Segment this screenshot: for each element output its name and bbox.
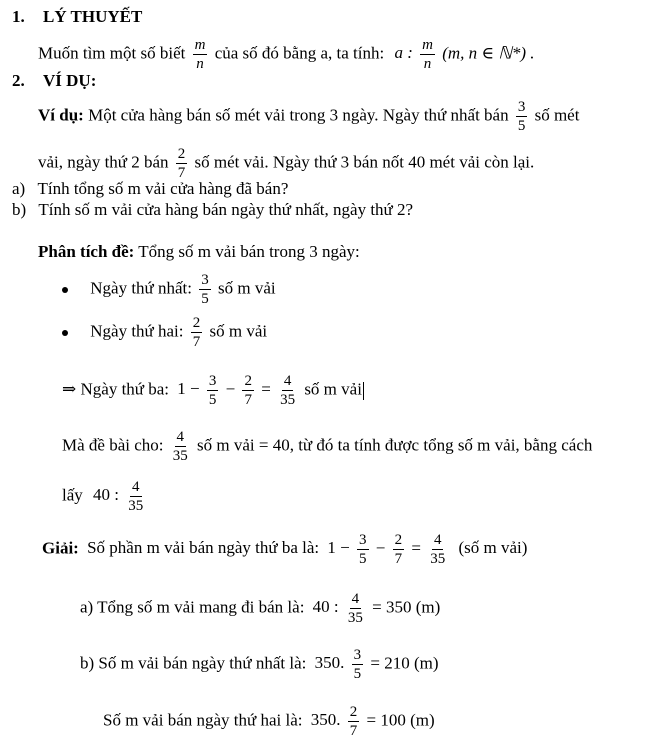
fraction-denominator: 7: [394, 551, 403, 567]
analysis-intro-text: Tổng số m vải bán trong 3 ngày:: [138, 242, 360, 261]
fraction-numerator: 4: [132, 479, 140, 495]
solution-fraction-3: [428, 532, 447, 567]
day3-fraction-2: [242, 373, 254, 408]
minus-sign: −: [375, 538, 386, 558]
theory-formula-prefix: a :: [394, 43, 413, 63]
day1-fraction: [199, 272, 211, 307]
equals-sign: =: [261, 379, 271, 399]
analysis-day3: [62, 373, 364, 408]
fraction-denominator: 5: [208, 392, 217, 408]
fraction-numerator: 3: [517, 99, 526, 115]
fraction-denominator: n: [196, 56, 204, 72]
solution-c: [103, 704, 435, 739]
solution-c-fraction: [348, 704, 360, 739]
theory-heading: [12, 6, 142, 28]
example-fraction-2: [176, 146, 188, 181]
analysis-intro: [38, 241, 360, 263]
bullet-icon: [62, 330, 68, 336]
solution-a-fraction: [346, 591, 365, 626]
theory-heading-number: 1.: [12, 7, 25, 26]
fraction-numerator: 4: [351, 591, 360, 607]
fraction-denominator: 35: [347, 610, 363, 626]
day3-fraction-3: [278, 373, 297, 408]
solution-c-result: = 100 (m): [366, 710, 435, 730]
fraction-numerator: 3: [353, 647, 362, 663]
example-fraction-1: [516, 99, 528, 134]
example-text-2: số mét: [534, 105, 580, 125]
given-prefix: Mà đề bài cho:: [62, 435, 164, 455]
take-fraction: [126, 479, 145, 514]
question-a: [12, 178, 288, 200]
fraction-denominator: 7: [192, 334, 201, 350]
solution-fraction-2: [393, 532, 405, 567]
fraction-numerator: 2: [177, 146, 186, 162]
theory-heading-text: LÝ THUYẾT: [43, 7, 143, 26]
solution-a: [80, 591, 440, 626]
equals-sign: =: [411, 538, 421, 558]
solution-b: [80, 647, 439, 682]
fraction-numerator: 4: [433, 532, 442, 548]
day1-unit: số m vải: [218, 278, 276, 298]
solution-unit: (số m vải): [458, 538, 528, 558]
fraction-numerator: 4: [176, 429, 184, 445]
question-b-marker: b): [12, 200, 27, 219]
day3-fraction-1: [207, 373, 219, 408]
fraction-numerator: 3: [359, 532, 367, 548]
analysis-day1: [62, 272, 276, 307]
example-heading: [12, 70, 96, 92]
day1-label: Ngày thứ nhất:: [90, 278, 193, 298]
fraction-denominator: 7: [244, 392, 252, 408]
example-text-4: số mét vải. Ngày thứ 3 bán nốt 40 mét vải còn lại.: [194, 152, 535, 172]
fraction-denominator: 7: [177, 165, 186, 181]
example-line-1: [38, 99, 579, 134]
text-cursor: [363, 382, 364, 400]
solution-intro-text: Số phần m vải bán ngày thứ ba là:: [87, 538, 320, 558]
day3-unit: số m vải: [304, 379, 362, 399]
example-line-2: [38, 146, 534, 181]
fraction-numerator: 3: [201, 272, 209, 288]
solution-intro: [42, 532, 527, 567]
example-heading-text: VÍ DỤ:: [43, 71, 97, 90]
fraction-denominator: 35: [280, 392, 296, 408]
given-fraction: [171, 429, 190, 464]
fraction-denominator: 5: [353, 666, 362, 682]
day3-label: ⇒ Ngày thứ ba:: [62, 379, 170, 399]
solution-b-result: = 210 (m): [370, 653, 439, 673]
example-label: Ví dụ:: [38, 105, 84, 125]
fraction-numerator: 2: [244, 373, 252, 389]
fraction-denominator: n: [423, 56, 432, 72]
fraction-numerator: 3: [208, 373, 217, 389]
analysis-day2: [62, 315, 267, 350]
solution-label: Giải:: [42, 538, 79, 558]
analysis-given: [62, 429, 592, 464]
example-text-3: vải, ngày thứ 2 bán: [38, 152, 169, 172]
theory-rule: [38, 37, 535, 72]
solution-a-result: = 350 (m): [372, 597, 441, 617]
given-text: số m vải = 40, từ đó ta tính được tổng số m vải, bằng cách: [197, 435, 593, 455]
fraction-denominator: 7: [349, 723, 358, 739]
fraction-numerator: 4: [283, 373, 292, 389]
solution-fraction-1: [357, 532, 369, 567]
take-expr: 40 :: [93, 485, 120, 505]
theory-formula-fraction: [420, 37, 435, 72]
take-label: lấy: [62, 485, 83, 505]
question-b-text: Tính số m vải cửa hàng bán ngày thứ nhất, ngày thứ 2?: [38, 200, 414, 219]
theory-fraction: [193, 37, 208, 72]
fraction-denominator: 5: [517, 118, 526, 134]
solution-c-expr: 350.: [310, 710, 341, 730]
solution-c-text: Số m vải bán ngày thứ hai là:: [103, 710, 303, 730]
minus-sign: −: [225, 379, 236, 399]
fraction-denominator: 35: [172, 448, 188, 464]
analysis-take: [62, 479, 148, 514]
theory-formula-suffix: (m, n ∈ ℕ*) .: [442, 43, 535, 63]
fraction-numerator: 2: [349, 704, 358, 720]
fraction-denominator: 35: [128, 498, 144, 514]
day2-label: Ngày thứ hai:: [90, 321, 184, 341]
example-heading-number: 2.: [12, 71, 25, 90]
solution-b-expr: 350.: [314, 653, 345, 673]
theory-text-after: của số đó bằng a, ta tính:: [214, 43, 385, 63]
fraction-denominator: 5: [201, 291, 209, 307]
fraction-numerator: 2: [192, 315, 201, 331]
theory-text-before: Muốn tìm một số biết: [38, 43, 186, 63]
fraction-numerator: 2: [394, 532, 403, 548]
question-a-marker: a): [12, 179, 26, 198]
day2-unit: số m vải: [209, 321, 268, 341]
solution-a-text: a) Tổng số m vải mang đi bán là:: [80, 597, 305, 617]
day2-fraction: [191, 315, 203, 350]
solution-b-text: b) Số m vải bán ngày thứ nhất là:: [80, 653, 307, 673]
fraction-denominator: 35: [430, 551, 446, 567]
question-a-text: Tính tổng số m vải cửa hàng đã bán?: [37, 179, 289, 198]
fraction-numerator: m: [422, 37, 433, 53]
bullet-icon: [62, 287, 68, 293]
day3-expr-prefix: 1 −: [177, 379, 200, 399]
solution-b-fraction: [352, 647, 364, 682]
example-text-1: Một cửa hàng bán số mét vải trong 3 ngày. Ngày thứ nhất bán: [88, 105, 509, 125]
question-b: [12, 199, 413, 221]
solution-expr-prefix: 1 −: [327, 538, 350, 558]
analysis-label: Phân tích đề:: [38, 242, 135, 261]
fraction-numerator: m: [194, 37, 206, 53]
solution-a-expr: 40 :: [312, 597, 339, 617]
fraction-denominator: 5: [359, 551, 367, 567]
